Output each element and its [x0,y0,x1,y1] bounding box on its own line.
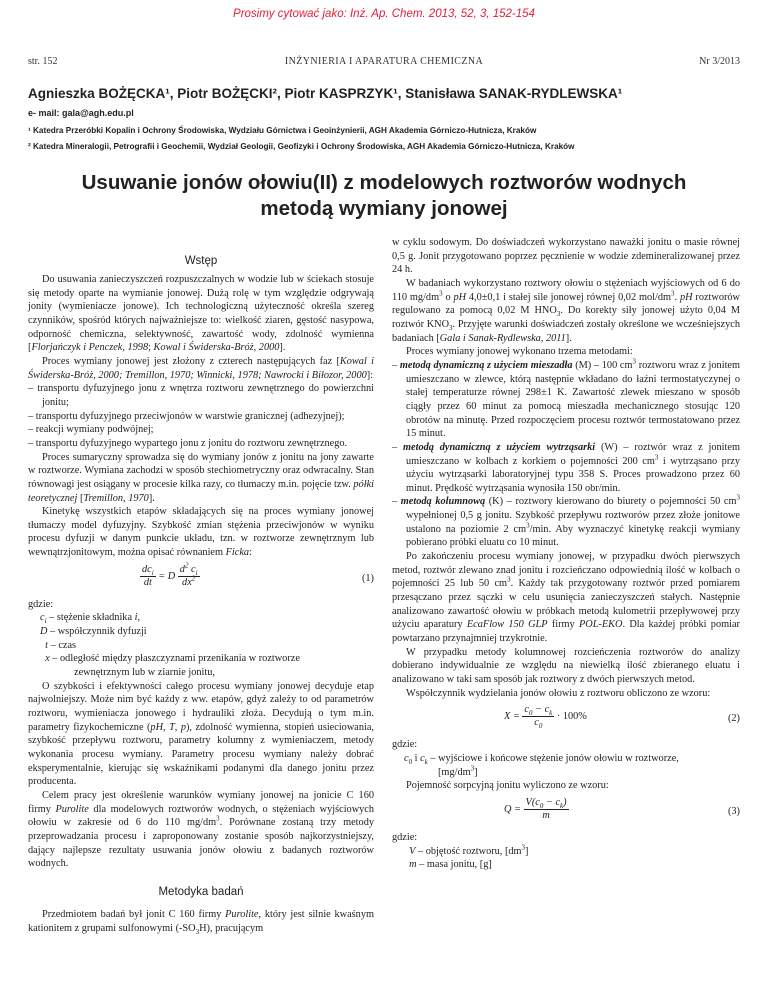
definition: $[mg/dm^3]$ [438,764,478,778]
paragraph: Kinetykę wszystkich etapów składających się na proces wymiany jonowej tłumaczy model dyfuzyjny. Szybkość zmian stężenia przeciwjonów w wyniku procesu dyfuzji w danym punkcie układu, tzn. w roztworze zewnętrznym lub wewnątrzjonitowym, można opisać równaniem Ficka: [28,506,374,559]
journal-name: INŻYNIERIA I APARATURA CHEMICZNA [284,56,484,67]
affiliation-2: ² Katedra Mineralogii, Petrografii i Geochemii, Wydział Geologii, Geofizyki i Ochrony Środowiska, AGH Akademia Górniczo-Hutnicza, Kraków [28,142,575,151]
paragraph: O szybkości i efektywności całego procesu wymiany jonowej decyduje etap najwolniejszy. Może nim być każdy z ww. etapów, gdyż zależy to od parametrów roztworu, wymieniacza jonowego i hydrauliki złoża. Decydują o tym m.in. parametry fizykochemiczne (pH, T, p), zdolność wymienna, stopień usieciowania, szybkość przepływu roztworu, parametry kolumny z wymieniaczem, metody wykonania procesu wymiany. Parametry procesu wymiany należy dobrać eksperymentalnie, kierując się wskaźnikami podanymi dla danego jonitu przez producenta. [28,680,374,788]
list-item: – metodą dynamiczną z użyciem wytrząsarki (W) – roztwór wraz z jonitem umieszczano w kolbach z korkiem o pojemności 200 $cm^3$ i wytrząsano przy użyciu wytrząsarki laboratoryjnej typu 358 S. Proces prowadzono przez 60 minut. Prędkość wytrząsania wynosiła 150 obr/min. [392,441,740,496]
paragraph: Pojemność sorpcyjną jonitu wyliczono ze wzoru: [406,780,609,792]
list-item: – metodą dynamiczną z użyciem mieszadła (M) – 100 $cm^3$ roztworu wraz z jonitem umieszczano w zlewce, którą następnie wkładano do łaźni termostatyczynej o stałej temperaturze równej 298±1 K. Zawartość zlewek mieszano w sposób ciągły przez 60 minut za pomocą mieszadła mechanicznego stosując 120 obrotów na minutę. Przed rozpoczęciem procesu roztwór termostatowano przez 15 minut. [392,359,740,441]
equation-2: X = $\frac{c_0 - c_k}{c_0}$ · 100% (2) [504,704,740,731]
list-item: – transportu dyfuzyjnego jonu z wnętrza roztworu zewnętrznego do powierzchni jonitu; [28,382,374,409]
heading-intro: Wstęp [184,255,218,267]
paper-title [0,170,768,222]
paragraph: w cyklu sodowym. Do doświadczeń wykorzystano naważki jonitu o masie równej 0,5 g. Jonit przygotowano poprzez pęcznienie w wodzie zdemineralizowanej przez 24 h. [392,237,740,276]
paragraph: W przypadku metody kolumnowej rozcieńczenia roztworów do analizy dobierano indywidualnie ze względu na niewielką ilość zbieranego eluatu i analizowano w taki sam sposób jak roztwory z dwóch pierwszych metod. [392,646,740,685]
paragraph: gdzie: [28,598,54,610]
page-number: str. 152 [28,56,58,67]
list-item: – transportu dyfuzyjnego przeciwjonów w warstwie granicznej (adhezyjnej); [28,410,374,424]
paragraph: Proces wymiany jonowej jest złożony z czterech następujących faz [Kowal i Świderska-Bróż, 2000; Tremillon, 1970; Winnicki, 1978; Nawrocki i Biłozor, 2000]: [28,355,374,381]
paragraph: Do usuwania zanieczyszczeń rozpuszczalnych w wodzie lub w ściekach stosuje się metody oparte na wymianie jonowej. Dużą rolę w tym względzie odgrywają jonity (wymieniacze jonowe). Ich technologiczną użyteczność określa szereg czynników, spośród których najważniejsze to: wielkość ziaren, gęstość nasypowa, odporność chemiczna, selektywność, zawartość wody, zdolność wymienna [Florjańczyk i Penczek, 1998; Kowal i Świderska-Bróż, 2000]. [28,274,374,354]
left-column [28,236,374,935]
heading-methods: Metodyka badań [158,885,244,898]
title-line-1: Usuwanie jonów ołowiu(II) z modelowych roztworów wodnych [81,171,687,194]
paragraph: Proces wymiany jonowej wykonano trzema metodami: [406,346,633,358]
definition: $c_i$ – stężenie składnika i, [40,612,141,626]
definition: D – współczynnik dyfuzji [40,626,147,638]
equation-number: (2) [727,713,740,725]
equation-number: (3) [727,805,740,817]
list-item: – transportu dyfuzyjnego wypartego jonu z jonitu do roztworu zewnętrznego. [28,437,374,451]
title-line-2: metodą wymiany jonowej [260,197,508,220]
definition: $c_0$ i $c_k$ – wyjściowe i końcowe stężenie jonów ołowiu w roztworze, [404,752,679,767]
definition: zewnętrznym lub w ziarnie jonitu, [74,667,215,679]
citation-line: Prosimy cytować jako: Inż. Ap. Chem. 2013, 52, 3, 152-154 [233,8,535,20]
definition: m – masa jonitu, [g] [409,859,492,871]
paragraph: Proces sumaryczny sprowadza się do wymiany jonów z jonitu na jony zawarte w roztworze. Wymiana zachodzi w sposób stechiometryczny oraz odwracalny. Stan równowagi jest osiągany w procesie kilka razy, co tłumaczy m.in. pojęcie tzw. półki teoretycznej [Tremillon, 1970]. [28,451,374,504]
definition: x – odległość między płaszczyznami przenikania w roztworze [45,653,300,665]
list-item: – metodą kolumnową (K) – roztwory kierowano do biurety o pojemności 50 $cm^3$ wypełnionej 0,5 g jonitu. Szybkość przepływu roztworów przez złoże jonitowe ustalono na poziomie 2 $cm^3/\min$. Aby wyznaczyć kinetykę reakcji wymiany pobierano próbki eluatu co 10 minut. [392,495,740,550]
paragraph: gdzie: [392,739,418,751]
equation-number: (1) [361,572,374,584]
equation-3: Q = $\frac{V(c_0 - c_k)}{m}$ (3) [504,796,740,821]
paragraph: Współczynnik wydzielania jonów ołowiu z roztworu obliczono ze wzoru: [406,687,711,699]
author-list: Agnieszka BOŻĘCKA¹, Piotr BOŻĘCKI², Piotr KASPRZYK¹, Stanisława SANAK-RYDLEWSKA¹ [28,86,623,101]
list-item: – reakcji wymiany podwójnej; [28,423,374,437]
paragraph: Przedmiotem badań był jonit C 160 firmy Purolite, który jest silnie kwaśnym kationitem z grupami sulfonowymi $(-SO_3H)$, pracującym [28,908,374,936]
paragraph: W badaniach wykorzystano roztwory ołowiu o stężeniach wyjściowych od 6 do 110 $mg/dm^3$ o pH 4,0±0,1 i stałej sile jonowej równej 0,02 mol/$dm^3$. pH roztworów regulowano za pomocą 0,02 M $HNO_3$. Do korekty siły jonowej użyto 0,04 M roztwór $KNO_3$. Przyjęte warunki doświadczeń zostały określone we wcześniejszych badaniach [Gala i Sanak-Rydlewska, 2011]. [392,277,740,344]
equation-1: $\frac{dc_i}{dt}$ = D $\frac{d^2 c_i}{dx^2}$ (1) [142,561,374,588]
contact-email: e- mail: gala@agh.edu.pl [28,108,134,118]
affiliation-1: ¹ Katedra Przeróbki Kopalin i Ochrony Środowiska, Wydziału Górnictwa i Geoinżynierii, AGH Akademia Górniczo-Hutnicza, Kraków [28,126,537,135]
right-column [392,236,740,872]
paragraph: Po zakończeniu procesu wymiany jonowej, w przypadku dwóch pierwszych metod, roztwór zlewano znad jonitu i rozcieńczano odpowiednią ilość w kolbach o pojemności 25 lub 50 $cm^3$. Każdy tak przygotowany roztwór przed pomiarem przesączano przez sączki w celu usunięcia zanieczyszczeń stałych. Następnie analizowano zawartość ołowiu w próbkach metodą kulometrii przepływowej przy użyciu aparatury EcaFlow 150 GLP firmy POL-EKO. Dla każdej próbki pomiar powtarzano przynajmniej trzykrotnie. [392,551,740,645]
issue-number: Nr 3/2013 [699,56,740,67]
paragraph: gdzie: [392,831,418,843]
paragraph: Celem pracy jest określenie warunków wymiany jonowej na jonicie C 160 firmy Purolite dla modelowych roztworów wodnych, o stężeniach wyjściowych ołowiu w zakresie od 6 do 110 $mg/dm^3$. Porównane zostaną trzy metody przeprowadzania procesu i zaproponowany zostanie sposób najkorzystniejszy, dający najlepsze rezultaty usuwania jonów ołowiu z badanych roztworów wodnych. [28,789,375,870]
definition: V – objętość roztworu, $[dm^3]$ [409,843,529,857]
definition: t – czas [45,639,77,651]
